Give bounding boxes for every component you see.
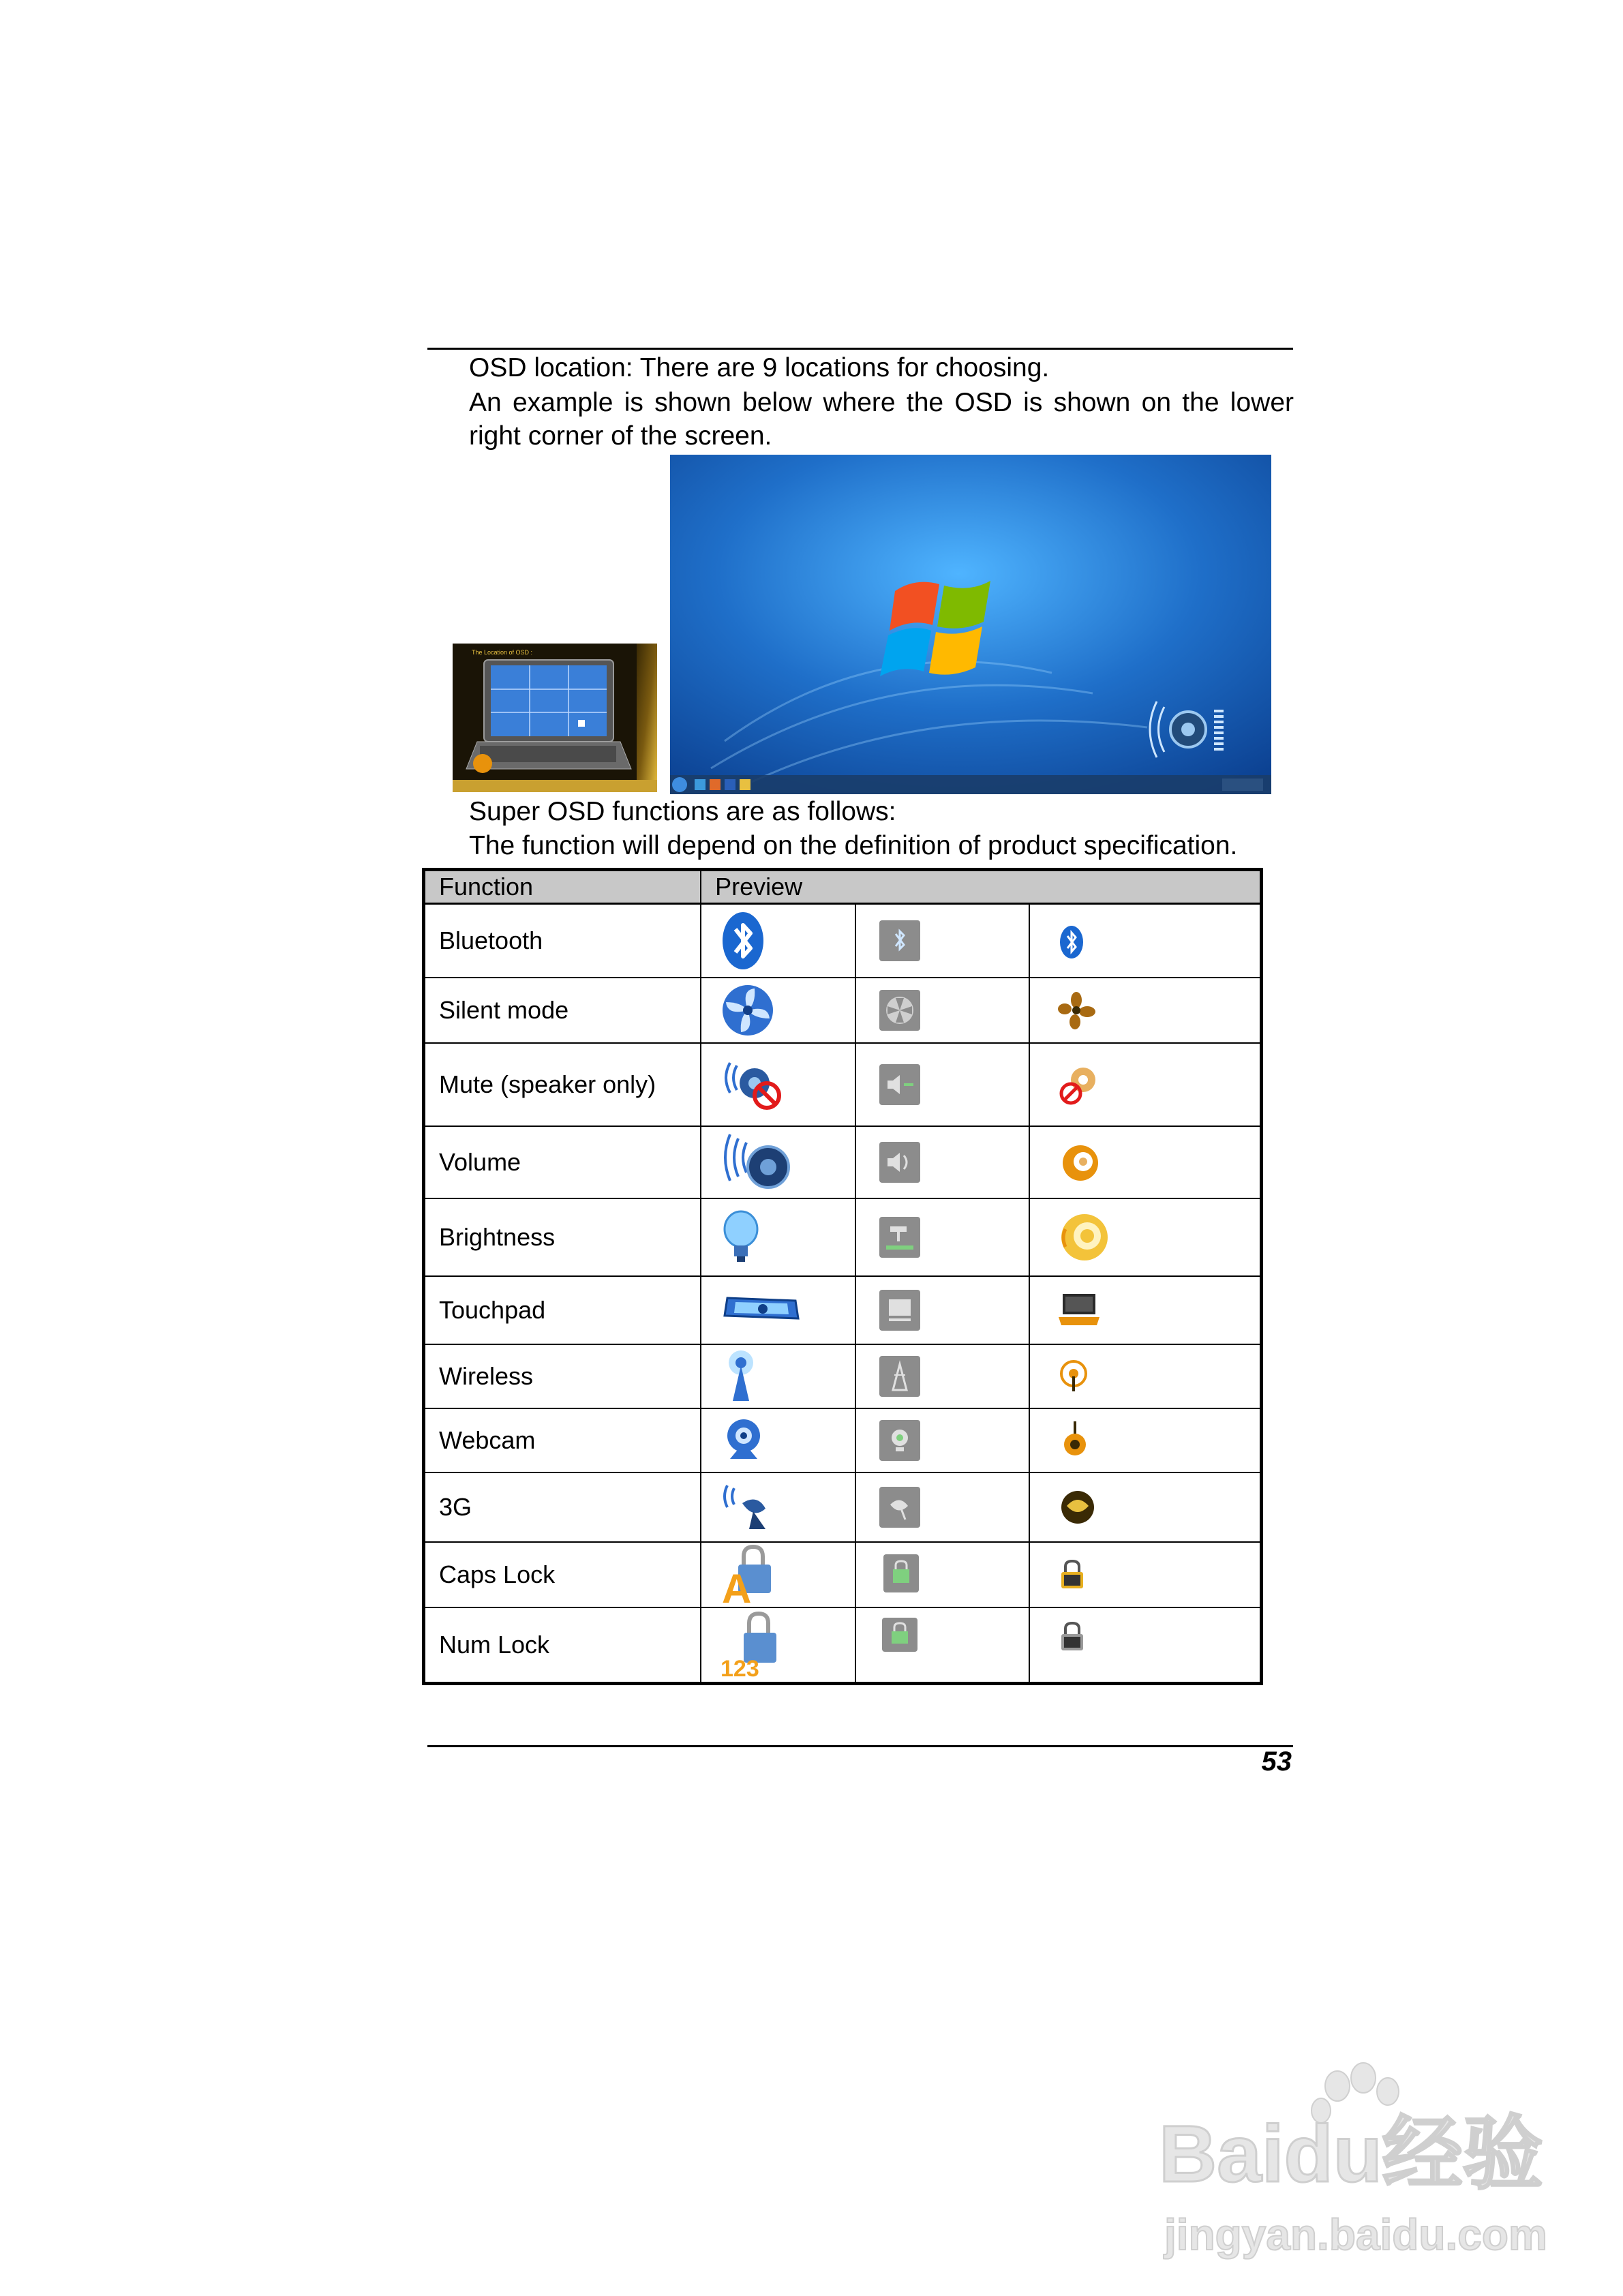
volume-orange-icon [1057,1140,1102,1185]
baidu-watermark [1159,2059,1554,2263]
function-name: Bluetooth [424,904,701,978]
function-name: Mute (speaker only) [424,1043,701,1126]
bluetooth-small-icon [1057,922,1089,960]
bluetooth-gray-icon [878,919,922,963]
preview-header: Preview [701,870,1261,904]
table-row [424,978,1262,1043]
fan-orange-icon [1057,991,1095,1029]
table-row [424,1607,1262,1684]
osd-location-thumbnail [453,644,657,792]
mute-orange-icon [1057,1062,1102,1107]
satellite-orange-icon [1057,1487,1098,1528]
function-name: Num Lock [424,1607,701,1684]
touchpad-icon [721,1288,802,1332]
example-text: An example is shown below where the OSD is shown on the lower right corner of the screen. [469,388,1294,451]
table-row [424,1472,1262,1542]
osd-thumbnail-caption: The Location of OSD : [472,649,533,656]
depends-text: The function will depend on the definition of product specification. [469,831,1238,860]
volume-gray-icon [878,1141,922,1184]
function-name: Volume [424,1126,701,1198]
antenna-icon [721,1348,764,1405]
table-row [424,1043,1262,1126]
webcam-orange-icon [1057,1419,1095,1462]
webcam-gray-icon [878,1419,922,1462]
lock-small-icon [1057,1620,1087,1653]
lock-small-icon [1057,1558,1087,1591]
antenna-gray-icon [878,1355,922,1398]
page-number: 53 [1261,1747,1292,1777]
start-button-icon [672,777,687,792]
lock-gray-icon [878,1616,922,1660]
num-lock-icon [721,1611,786,1679]
mute-icon [721,1056,789,1113]
osd-function-table [422,868,1263,1685]
bulb-icon [721,1209,761,1266]
function-name: Webcam [424,1408,701,1472]
watermark-brand: Baidu经验 [1159,2109,1543,2199]
table-row [424,1198,1262,1276]
function-name: Touchpad [424,1276,701,1344]
table-row [424,1408,1262,1472]
function-name: Caps Lock [424,1542,701,1607]
function-name: Wireless [424,1344,701,1408]
antenna-orange-icon [1057,1359,1093,1394]
webcam-icon [721,1417,768,1464]
mute-gray-icon [878,1063,922,1106]
top-rule [427,348,1293,350]
table-header-row [424,870,1262,904]
fan-gray-icon [878,988,922,1032]
desktop-screenshot [670,455,1271,794]
volume-icon [721,1130,795,1194]
function-name: Brightness [424,1198,701,1276]
function-name: Silent mode [424,978,701,1043]
svg-text:A: A [722,1565,752,1605]
bluetooth-icon [721,910,768,971]
functions-intro-text: Super OSD functions are as follows: [469,797,896,826]
function-header: Function [424,870,701,904]
fan-icon [721,983,775,1038]
table-row [424,1276,1262,1344]
brightness-gray-icon [878,1215,922,1259]
brightness-orange-icon [1057,1210,1112,1265]
touchpad-orange-icon [1057,1290,1102,1331]
table-row [424,1542,1262,1607]
table-row [424,904,1262,978]
touchpad-gray-icon [878,1288,922,1332]
satellite-icon [721,1480,778,1535]
caps-lock-icon [721,1544,778,1605]
satellite-gray-icon [878,1485,922,1529]
function-name: 3G [424,1472,701,1542]
svg-text:123: 123 [721,1655,759,1679]
watermark-url: jingyan.baidu.com [1164,2210,1547,2259]
table-row [424,1126,1262,1198]
table-row [424,1344,1262,1408]
lock-gray-icon [878,1553,922,1597]
osd-location-text: OSD location: There are 9 locations for choosing. [469,353,1050,382]
